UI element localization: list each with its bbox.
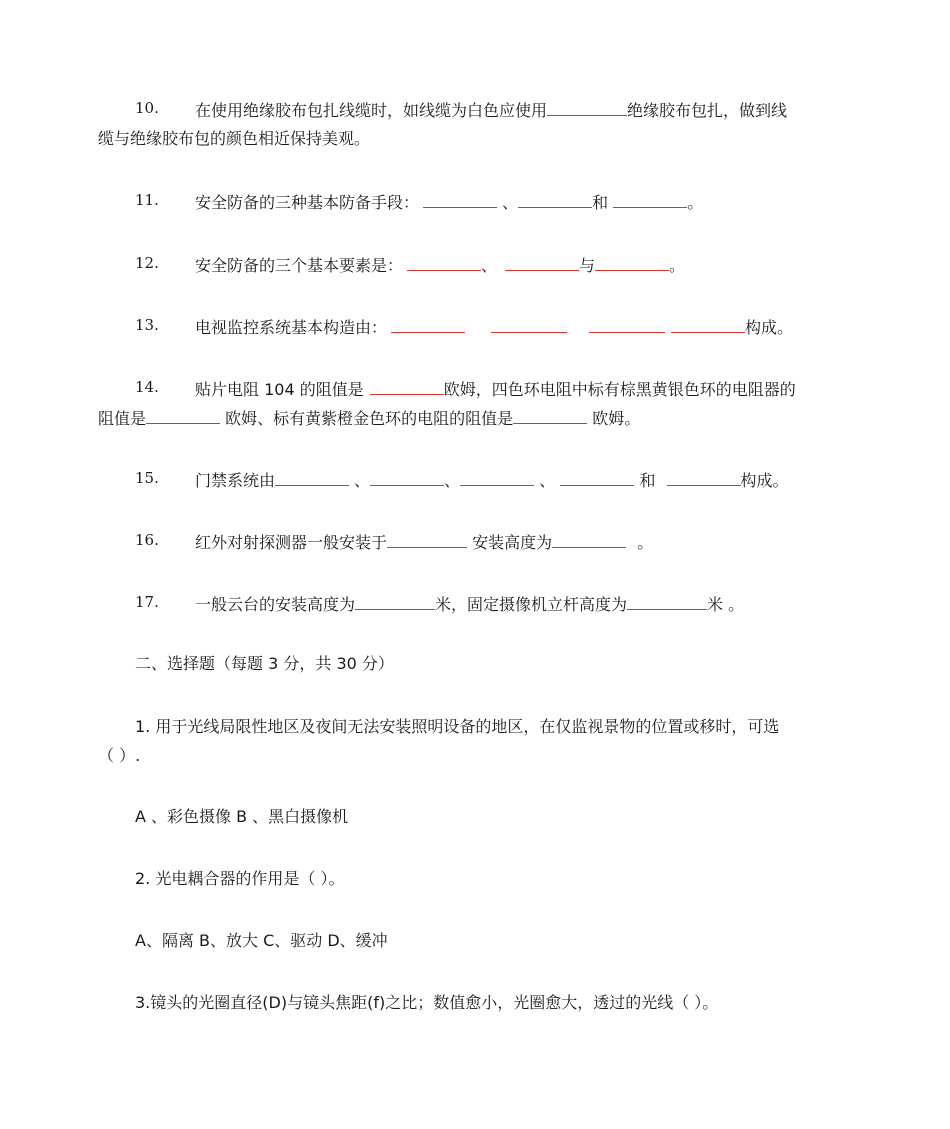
choice-question-2: 2. 光电耦合器的作用是（ ）。 — [135, 869, 345, 888]
answer-blank[interactable] — [460, 468, 534, 486]
question-10-line2: 缆与绝缘胶布包的颜色相近保持美观。 — [98, 129, 371, 148]
choice-question-1-line2: （ ）. — [98, 746, 141, 765]
question-16: 红外对射探测器一般安装于 安装高度为 。 — [195, 530, 653, 554]
answer-blank[interactable] — [595, 253, 669, 271]
answer-blank[interactable] — [407, 253, 481, 271]
answer-blank[interactable] — [146, 406, 220, 424]
answer-blank[interactable] — [423, 190, 497, 208]
choice-question-3: 3.镜头的光圈直径(D)与镜头焦距(f)之比；数值愈小，光圈愈大，透过的光线（ ）。 — [135, 993, 719, 1012]
question-17: 一般云台的安装高度为 米，固定摄像机立杆高度为 米 。 — [195, 592, 744, 616]
answer-blank[interactable] — [560, 468, 634, 486]
answer-blank[interactable] — [613, 190, 687, 208]
question-11: 安全防备的三种基本防备手段： 、 和 。 — [195, 190, 703, 214]
question-14-line1: 贴片电阻 104 的阻值是 欧姆，四色环电阻中标有棕黑黄银色环的电阻器的 — [195, 377, 796, 401]
answer-blank[interactable] — [552, 530, 626, 548]
question-number: 12. — [135, 254, 159, 272]
answer-blank[interactable] — [370, 377, 444, 395]
answer-blank[interactable] — [589, 315, 665, 333]
answer-blank[interactable] — [355, 592, 435, 610]
answer-blank[interactable] — [491, 315, 567, 333]
answer-blank[interactable] — [513, 406, 587, 424]
question-10-line1: 在使用绝缘胶布包扎线缆时，如线缆为白色应使用 绝缘胶布包扎，做到线 — [195, 98, 787, 122]
question-number: 17. — [135, 593, 159, 611]
question-number: 15. — [135, 469, 159, 487]
answer-blank[interactable] — [667, 468, 741, 486]
question-12: 安全防备的三个基本要素是： 、 与 。 — [195, 253, 685, 277]
answer-blank[interactable] — [671, 315, 745, 333]
answer-blank[interactable] — [547, 98, 627, 116]
answer-blank[interactable] — [391, 315, 465, 333]
answer-blank[interactable] — [387, 530, 467, 548]
section-heading: 二、选择题（每题 3 分，共 30 分） — [135, 654, 394, 673]
question-number: 13. — [135, 316, 159, 334]
question-14-line2: 阻值是 欧姆、标有黄紫橙金色环的电阻的阻值是 欧姆。 — [98, 406, 640, 430]
choice-question-1-line1: 1. 用于光线局限性地区及夜间无法安装照明设备的地区，在仅监视景物的位置或移时，可选 — [135, 717, 780, 736]
answer-blank[interactable] — [370, 468, 444, 486]
answer-blank[interactable] — [627, 592, 707, 610]
choice-question-1-options: A 、彩色摄像 B 、黑白摄像机 — [135, 807, 349, 826]
question-number: 10. — [135, 99, 159, 117]
answer-blank[interactable] — [518, 190, 592, 208]
question-15: 门禁系统由 、 、 、 和 构成。 — [195, 468, 789, 492]
question-13: 电视监控系统基本构造由： 构成。 — [195, 315, 793, 339]
answer-blank[interactable] — [505, 253, 579, 271]
question-number: 16. — [135, 531, 159, 549]
answer-blank[interactable] — [275, 468, 349, 486]
choice-question-2-options: A、隔离 B、放大 C、驱动 D、缓冲 — [135, 931, 388, 950]
question-number: 14. — [135, 378, 159, 396]
question-number: 11. — [135, 191, 159, 209]
